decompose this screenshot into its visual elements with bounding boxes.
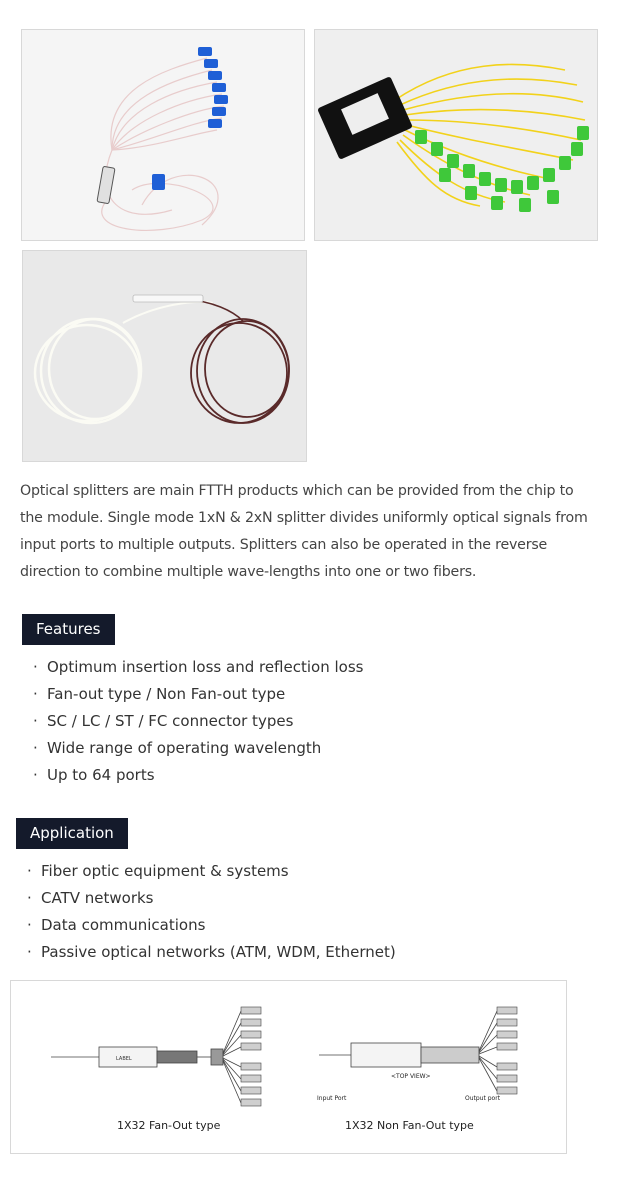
bullet-icon: ·: [33, 658, 38, 676]
diagram-drawings: [11, 981, 568, 1155]
photo-splitter-green-connectors: [314, 29, 598, 241]
splitter-diagrams: [10, 980, 567, 1154]
bullet-icon: ·: [33, 766, 38, 784]
photo-splitter-coiled-fibers: [22, 250, 307, 462]
bullet-icon: ·: [27, 916, 32, 934]
output-port-label: Output port: [465, 1095, 501, 1102]
left-diagram-caption: 1X32 Fan-Out type: [117, 1119, 221, 1132]
left-label-text: LABEL: [116, 1056, 132, 1062]
coiled-fiber-illustration: [23, 251, 307, 462]
list-item: · Up to 64 ports: [33, 762, 363, 789]
top-view-label: <TOP VIEW>: [391, 1073, 431, 1080]
splitter-green-illustration: [315, 30, 598, 241]
application-heading: Application: [16, 818, 128, 849]
application-list: [27, 858, 396, 966]
bullet-icon: ·: [27, 862, 32, 880]
splitter-blue-illustration: [22, 30, 305, 241]
list-item: · Data communications: [27, 912, 396, 939]
features-heading: Features: [22, 614, 115, 645]
list-item: · Passive optical networks (ATM, WDM, Ethernet): [27, 939, 396, 966]
bullet-icon: ·: [27, 943, 32, 961]
bullet-icon: ·: [33, 712, 38, 730]
bullet-icon: ·: [33, 739, 38, 757]
bullet-icon: ·: [33, 685, 38, 703]
list-item: · CATV networks: [27, 885, 396, 912]
intro-paragraph: Optical splitters are main FTTH products which can be provided from the chip to the module. Single mode 1xN & 2xN splitter divides uniformly optical signals from input ports to multiple outputs. Splitters can also be operated in the reverse direction to combine multiple wave-lengths into one or two fibers.: [20, 483, 588, 580]
bullet-icon: ·: [27, 889, 32, 907]
input-port-label: Input Port: [317, 1095, 347, 1102]
list-item: · SC / LC / ST / FC connector types: [33, 708, 363, 735]
list-item: · Wide range of operating wavelength: [33, 735, 363, 762]
right-diagram-caption: 1X32 Non Fan-Out type: [345, 1119, 474, 1132]
list-item: · Fiber optic equipment & systems: [27, 858, 396, 885]
list-item: · Fan-out type / Non Fan-out type: [33, 681, 363, 708]
features-list: [33, 654, 363, 789]
list-item: · Optimum insertion loss and reflection loss: [33, 654, 363, 681]
photo-splitter-blue-connectors: [21, 29, 305, 241]
